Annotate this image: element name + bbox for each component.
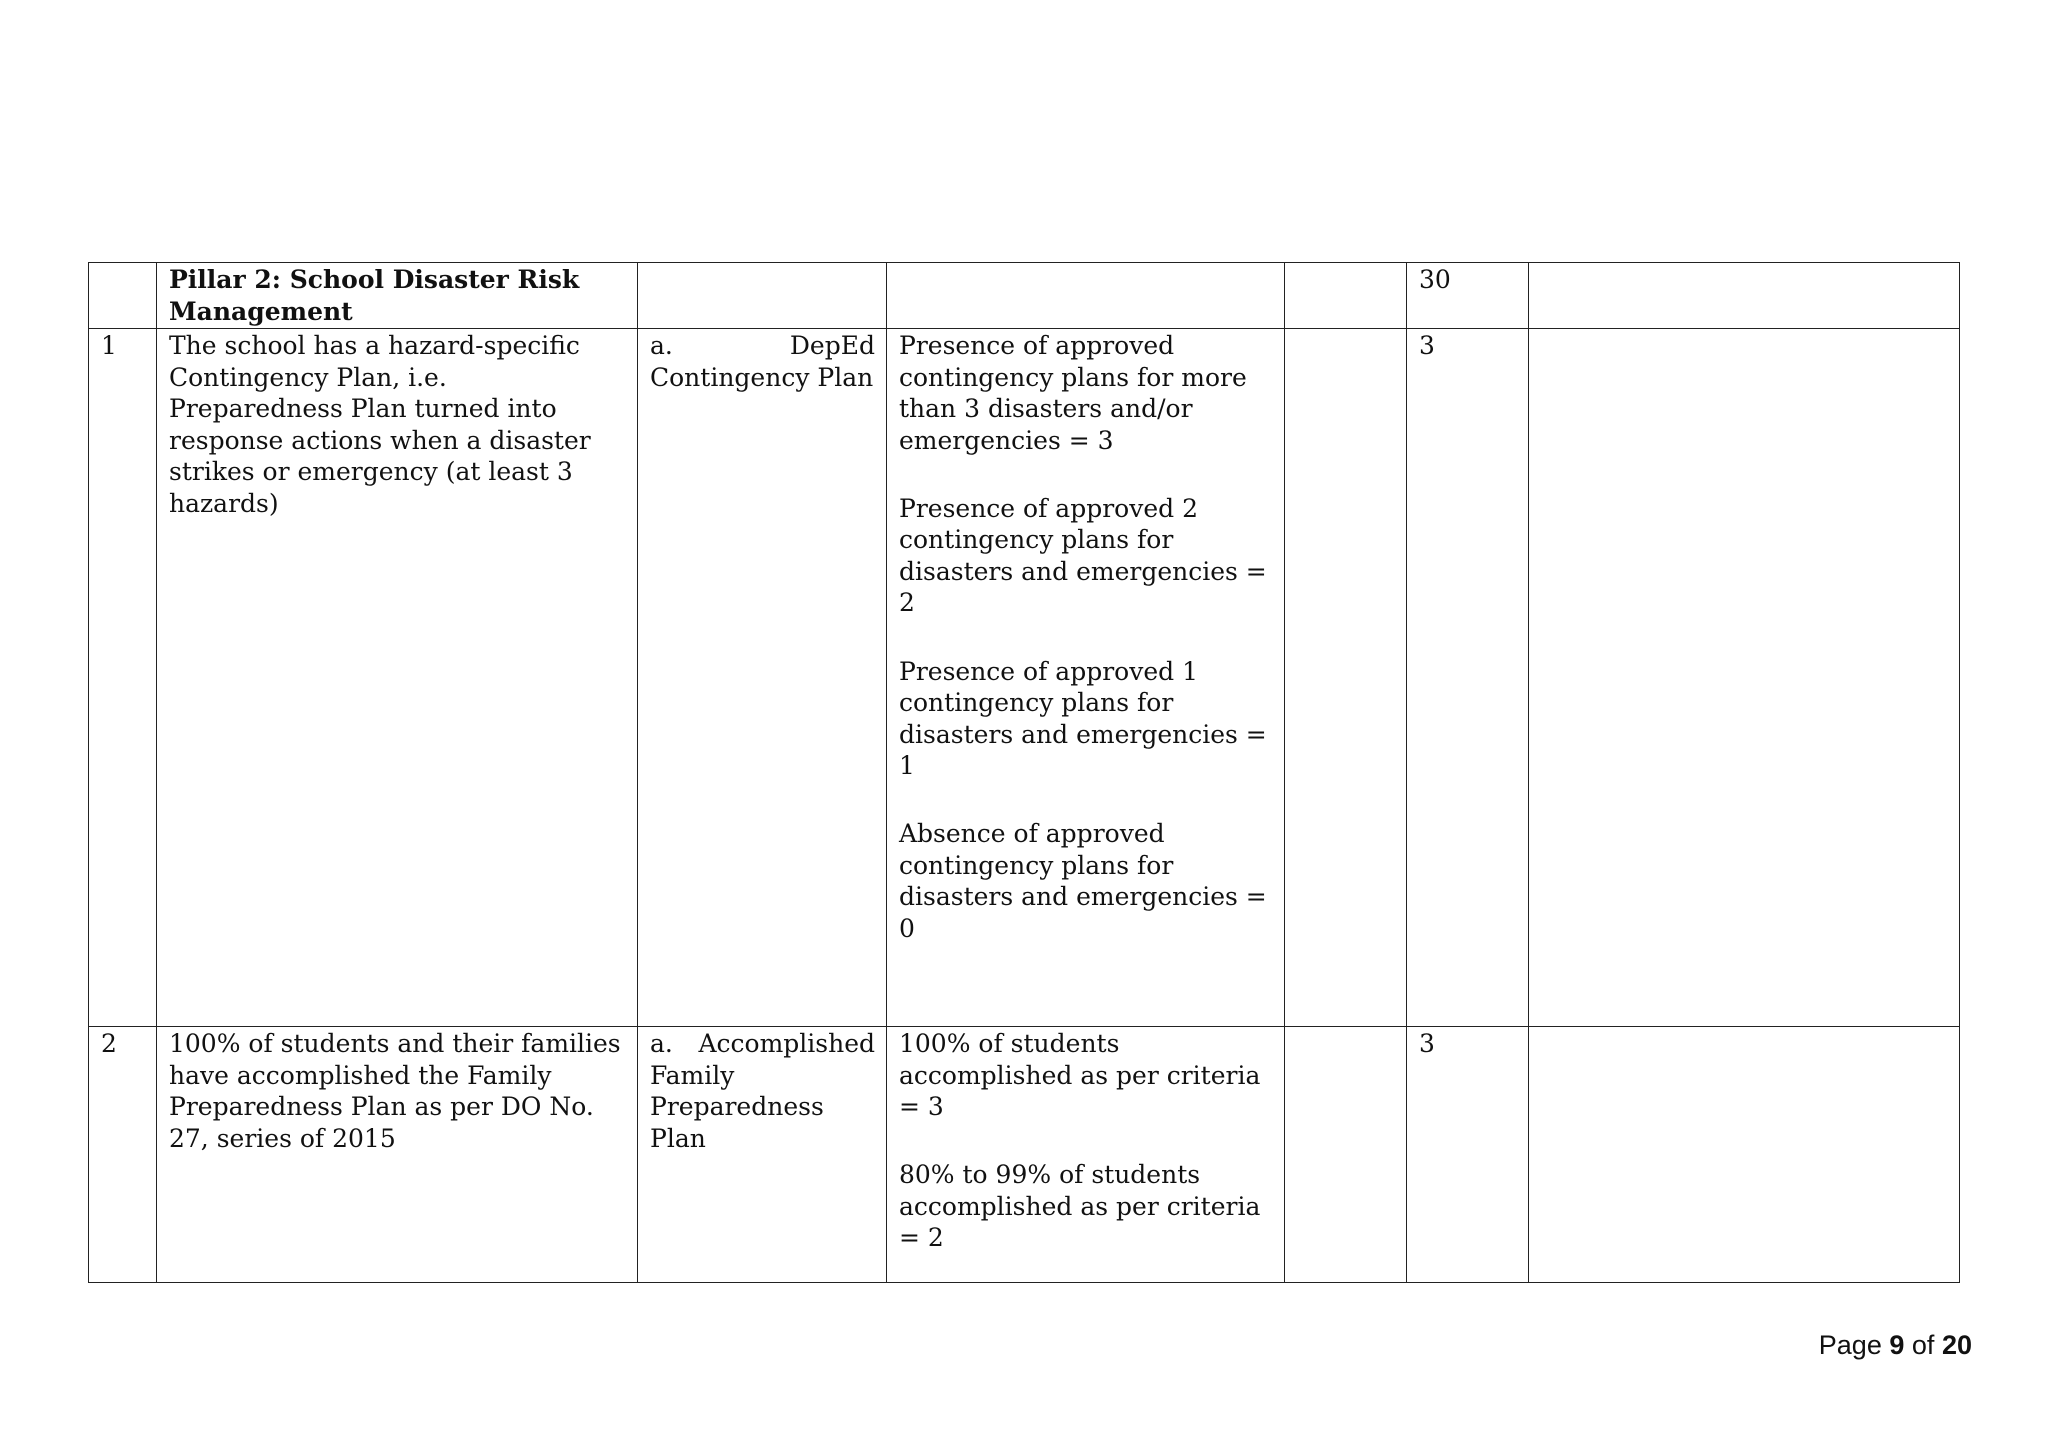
criteria-item: Presence of approved 2 contingency plans for disasters and emergencies = 2 xyxy=(899,493,1267,618)
table-row xyxy=(89,329,1960,1027)
criteria-cell xyxy=(887,329,1285,1027)
pillar-total-points: 30 xyxy=(1407,263,1529,329)
assessment-table xyxy=(88,262,1960,1283)
criteria-item: Presence of approved contingency plans for more than 3 disasters and/or emergencies = 3 xyxy=(899,331,1247,455)
header-number-cell xyxy=(89,263,157,329)
criteria-cell xyxy=(887,1027,1285,1283)
header-mov-cell xyxy=(638,263,887,329)
row-number: 2 xyxy=(89,1027,157,1283)
criteria-item: 80% to 99% of students accomplished as per criteria = 2 xyxy=(899,1160,1261,1253)
means-of-verification: a. Accomplished Family Preparedness Plan xyxy=(638,1027,887,1283)
indicator-text: 100% of students and their families have accomplished the Family Preparedness Plan as per DO No. 27, series of 2015 xyxy=(157,1027,638,1283)
pillar-header-row xyxy=(89,263,1960,329)
criteria-item: Absence of approved contingency plans for disasters and emergencies = 0 xyxy=(899,819,1267,943)
criteria-item: 100% of students accomplished as per criteria = 3 xyxy=(899,1029,1261,1121)
remarks-cell xyxy=(1529,1027,1960,1283)
pillar-title: Pillar 2: School Disaster Risk Management xyxy=(157,263,638,329)
rating-cell xyxy=(1285,329,1407,1027)
table-row xyxy=(89,1027,1960,1283)
page-separator: of xyxy=(1911,1330,1935,1360)
row-number: 1 xyxy=(89,329,157,1027)
rating-cell xyxy=(1285,1027,1407,1283)
header-remarks-cell xyxy=(1529,263,1960,329)
header-criteria-cell xyxy=(887,263,1285,329)
means-of-verification: a. DepEd Contingency Plan xyxy=(638,329,887,1027)
page-number xyxy=(1819,1330,1972,1361)
points-cell: 3 xyxy=(1407,329,1529,1027)
page-prefix: Page xyxy=(1818,1330,1882,1360)
remarks-cell xyxy=(1529,329,1960,1027)
points-cell: 3 xyxy=(1407,1027,1529,1283)
criteria-item: Presence of approved 1 contingency plans for disasters and emergencies = 1 xyxy=(899,656,1267,781)
header-rating-cell xyxy=(1285,263,1407,329)
page-current: 9 xyxy=(1889,1330,1905,1360)
indicator-text: The school has a hazard-specific Contingency Plan, i.e. Preparedness Plan turned into response actions when a disaster strikes or emergency (at least 3 hazards) xyxy=(157,329,638,1027)
page-total: 20 xyxy=(1941,1330,1972,1360)
